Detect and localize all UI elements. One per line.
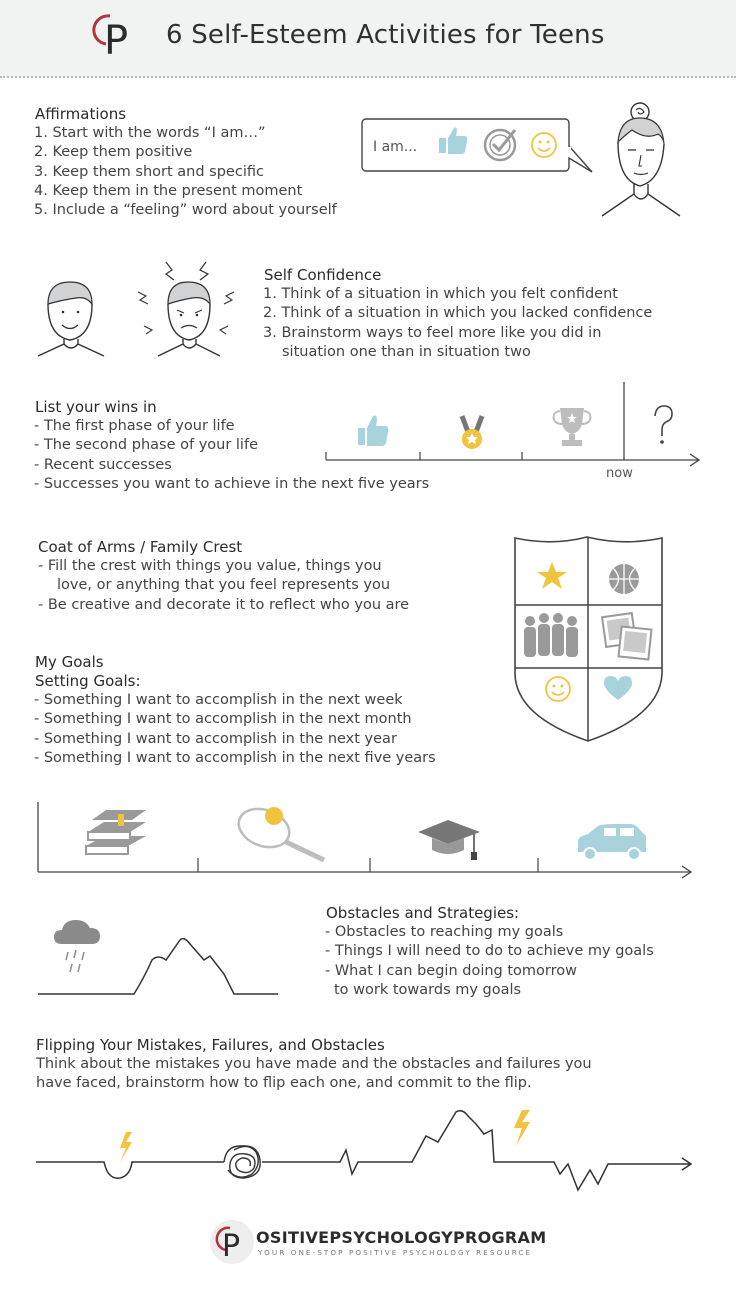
graduation-cap-icon: [418, 820, 480, 860]
list-item: - Something I want to accomplish in the next five years: [34, 749, 436, 766]
list-item: - Something I want to accomplish in the next year: [34, 730, 397, 747]
list-item-continuation: to work towards my goals: [334, 981, 522, 998]
cloud-icon: [54, 920, 100, 972]
speech-bubble: [360, 116, 600, 178]
footer-tagline: YOUR ONE-STOP POSITIVE PSYCHOLOGY RESOURCE: [258, 1248, 533, 1257]
now-label: now: [606, 466, 633, 481]
books-icon: [86, 810, 146, 854]
list-item: - Be creative and decorate it to reflect who you are: [38, 596, 410, 613]
lightning-icon: [514, 1110, 530, 1146]
lightning-icon: [120, 1132, 132, 1162]
affirmations-heading: Affirmations: [35, 105, 127, 123]
footer-logo-letter: P: [222, 1229, 241, 1264]
stressed-boy-illustration: [134, 256, 238, 358]
list-item: - The second phase of your life: [34, 437, 258, 454]
coat-of-arms-heading: Coat of Arms / Family Crest: [38, 538, 243, 556]
list-item: - Fill the crest with things you value, things you: [38, 558, 382, 574]
obstacles-list: [325, 923, 654, 1000]
list-item: - Something I want to accomplish in the next week: [34, 692, 403, 708]
family-crest-shield: [512, 534, 666, 744]
logo-letter: P: [104, 18, 129, 62]
trophy-icon: [554, 408, 591, 446]
wins-timeline: [322, 380, 706, 484]
self-confidence-heading: Self Confidence: [264, 266, 382, 284]
goals-heading: My Goals: [35, 653, 104, 671]
basketball-icon: [609, 564, 639, 594]
list-item: 4. Keep them in the present moment: [34, 182, 303, 199]
footer-brand: OSITIVEPSYCHOLOGYPROGRAM: [256, 1228, 547, 1247]
goals-timeline: [34, 798, 700, 882]
list-item: - What I can begin doing tomorrow: [325, 962, 577, 979]
flipping-body-line2: have faced, brainstorm how to flip each one, and commit to the flip.: [36, 1075, 532, 1091]
bubble-text: I am...: [373, 139, 418, 155]
list-item: 1. Think of a situation in which you felt confident: [263, 286, 618, 302]
list-item: 3. Brainstorm ways to feel more like you did in: [263, 324, 602, 341]
list-item: 2. Keep them positive: [34, 144, 193, 161]
self-confidence-list: [263, 285, 652, 362]
list-item: - Something I want to accomplish in the next month: [34, 711, 412, 728]
car-icon: [578, 824, 646, 860]
coat-of-arms-list: [38, 557, 409, 615]
footer-logo-icon: [208, 1218, 256, 1266]
storm-mountain-illustration: [34, 910, 282, 1000]
wins-heading: List your wins in: [35, 398, 157, 416]
list-item: - Obstacles to reaching my goals: [325, 924, 564, 940]
flipping-path-illustration: [34, 1104, 700, 1204]
list-item: 3. Keep them short and specific: [34, 163, 264, 180]
scribble-icon: [224, 1146, 260, 1178]
girl-face-illustration: [596, 100, 686, 220]
goals-list: [34, 691, 436, 768]
logo-icon: [92, 10, 138, 62]
tennis-icon: [233, 802, 324, 860]
goals-subheading: Setting Goals:: [35, 672, 141, 690]
list-item: - The first phase of your life: [34, 418, 235, 434]
list-item-continuation: situation one than in situation two: [282, 343, 531, 360]
thumbs-up-icon: [358, 416, 388, 447]
list-item: - Successes you want to achieve in the next five years: [34, 475, 430, 492]
confident-boy-illustration: [36, 276, 106, 358]
flipping-body-line1: Think about the mistakes you have made and the obstacles and failures you: [36, 1056, 592, 1072]
list-item: 2. Think of a situation in which you lacked confidence: [263, 305, 653, 322]
flipping-heading: Flipping Your Mistakes, Failures, and Obstacles: [36, 1036, 385, 1054]
list-item: 1. Start with the words “I am…”: [34, 125, 266, 141]
affirmations-list: [34, 124, 337, 220]
list-item: - Recent successes: [34, 456, 172, 473]
list-item: - Things I will need to do to achieve my goals: [325, 943, 654, 960]
question-icon: [655, 406, 672, 444]
page-title: 6 Self-Esteem Activities for Teens: [166, 20, 605, 50]
obstacles-heading: Obstacles and Strategies:: [326, 904, 520, 922]
list-item-continuation: love, or anything that you feel represents you: [57, 577, 391, 594]
list-item: 5. Include a “feeling” word about yourself: [34, 202, 337, 219]
medal-icon: [462, 416, 482, 449]
